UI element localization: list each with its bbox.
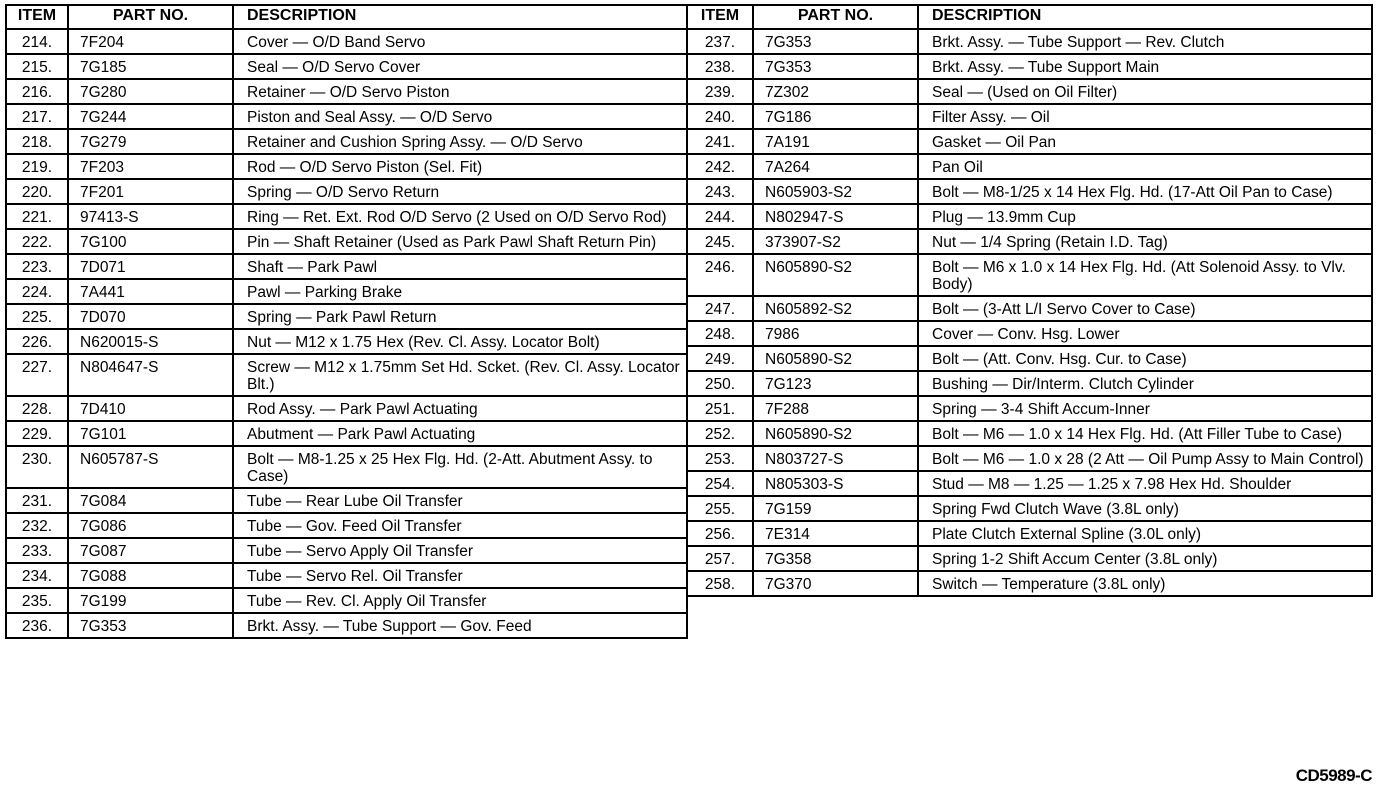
item-number: 229. — [6, 421, 68, 446]
part-description: Plate Clutch External Spline (3.0L only) — [918, 521, 1372, 546]
part-description: Cover — O/D Band Servo — [233, 29, 687, 54]
part-number: N605890-S2 — [753, 254, 918, 296]
header-row — [687, 5, 1372, 29]
part-number: 7G280 — [68, 79, 233, 104]
part-description: Bolt — M6 — 1.0 x 14 Hex Flg. Hd. (Att Filler Tube to Case) — [918, 421, 1372, 446]
table-row — [687, 421, 1372, 446]
part-description: Bolt — M6 x 1.0 x 14 Hex Flg. Hd. (Att Solenoid Assy. to Vlv. Body) — [918, 254, 1372, 296]
item-number: 251. — [687, 396, 753, 421]
part-description: Spring 1-2 Shift Accum Center (3.8L only) — [918, 546, 1372, 571]
part-number: 7986 — [753, 321, 918, 346]
part-description: Bushing — Dir/Interm. Clutch Cylinder — [918, 371, 1372, 396]
item-number: 254. — [687, 471, 753, 496]
part-number: N605903-S2 — [753, 179, 918, 204]
part-description: Pan Oil — [918, 154, 1372, 179]
col-header-part-no: PART NO. — [68, 5, 233, 29]
part-description: Spring Fwd Clutch Wave (3.8L only) — [918, 496, 1372, 521]
item-number: 246. — [687, 254, 753, 296]
part-number: N803727-S — [753, 446, 918, 471]
table-row — [6, 563, 687, 588]
part-number: N620015-S — [68, 329, 233, 354]
part-number: 7G353 — [753, 54, 918, 79]
table-row — [687, 396, 1372, 421]
table-row — [6, 29, 687, 54]
right-table-body — [687, 29, 1372, 596]
item-number: 249. — [687, 346, 753, 371]
part-number: 7E314 — [753, 521, 918, 546]
part-description: Brkt. Assy. — Tube Support — Gov. Feed — [233, 613, 687, 638]
table-row — [6, 179, 687, 204]
item-number: 239. — [687, 79, 753, 104]
item-number: 228. — [6, 396, 68, 421]
item-number: 238. — [687, 54, 753, 79]
part-number: 7G159 — [753, 496, 918, 521]
part-number: 7G358 — [753, 546, 918, 571]
item-number: 222. — [6, 229, 68, 254]
table-row — [6, 588, 687, 613]
part-description: Tube — Servo Rel. Oil Transfer — [233, 563, 687, 588]
part-description: Nut — M12 x 1.75 Hex (Rev. Cl. Assy. Locator Bolt) — [233, 329, 687, 354]
part-number: N605890-S2 — [753, 421, 918, 446]
part-description: Ring — Ret. Ext. Rod O/D Servo (2 Used on O/D Servo Rod) — [233, 204, 687, 229]
table-row — [6, 488, 687, 513]
part-description: Brkt. Assy. — Tube Support — Rev. Clutch — [918, 29, 1372, 54]
part-number: 7G086 — [68, 513, 233, 538]
part-number: N605787-S — [68, 446, 233, 488]
part-number: 7G199 — [68, 588, 233, 613]
item-number: 219. — [6, 154, 68, 179]
table-row — [6, 513, 687, 538]
item-number: 227. — [6, 354, 68, 396]
part-description: Abutment — Park Pawl Actuating — [233, 421, 687, 446]
part-number: 7G100 — [68, 229, 233, 254]
part-description: Rod Assy. — Park Pawl Actuating — [233, 396, 687, 421]
part-number: 7A441 — [68, 279, 233, 304]
part-description: Tube — Gov. Feed Oil Transfer — [233, 513, 687, 538]
table-row — [6, 329, 687, 354]
part-number: 7G353 — [753, 29, 918, 54]
part-number: 7G244 — [68, 104, 233, 129]
item-number: 225. — [6, 304, 68, 329]
part-description: Pawl — Parking Brake — [233, 279, 687, 304]
item-number: 223. — [6, 254, 68, 279]
item-number: 242. — [687, 154, 753, 179]
item-number: 230. — [6, 446, 68, 488]
part-description: Bolt — M8-1/25 x 14 Hex Flg. Hd. (17-Att Oil Pan to Case) — [918, 179, 1372, 204]
part-description: Bolt — M6 — 1.0 x 28 (2 Att — Oil Pump Assy to Main Control) — [918, 446, 1372, 471]
part-description: Switch — Temperature (3.8L only) — [918, 571, 1372, 596]
item-number: 216. — [6, 79, 68, 104]
item-number: 236. — [6, 613, 68, 638]
item-number: 220. — [6, 179, 68, 204]
part-description: Seal — O/D Servo Cover — [233, 54, 687, 79]
item-number: 221. — [6, 204, 68, 229]
part-number: 7A191 — [753, 129, 918, 154]
part-number: 7D410 — [68, 396, 233, 421]
part-number: 7G084 — [68, 488, 233, 513]
table-row — [6, 279, 687, 304]
part-description: Screw — M12 x 1.75mm Set Hd. Scket. (Rev. Cl. Assy. Locator Blt.) — [233, 354, 687, 396]
item-number: 250. — [687, 371, 753, 396]
part-description: Brkt. Assy. — Tube Support Main — [918, 54, 1372, 79]
item-number: 217. — [6, 104, 68, 129]
item-number: 241. — [687, 129, 753, 154]
table-row — [6, 204, 687, 229]
table-row — [687, 154, 1372, 179]
table-row — [687, 521, 1372, 546]
table-row — [687, 371, 1372, 396]
table-row — [687, 496, 1372, 521]
part-description: Tube — Servo Apply Oil Transfer — [233, 538, 687, 563]
col-header-description: DESCRIPTION — [233, 5, 687, 29]
part-description: Bolt — M8-1.25 x 25 Hex Flg. Hd. (2-Att. Abutment Assy. to Case) — [233, 446, 687, 488]
part-number: N802947-S — [753, 204, 918, 229]
part-description: Seal — (Used on Oil Filter) — [918, 79, 1372, 104]
table-row — [6, 54, 687, 79]
part-description: Bolt — (Att. Conv. Hsg. Cur. to Case) — [918, 346, 1372, 371]
part-number: 7G353 — [68, 613, 233, 638]
table-row — [687, 471, 1372, 496]
table-row — [687, 254, 1372, 296]
table-row — [687, 346, 1372, 371]
part-description: Spring — 3-4 Shift Accum-Inner — [918, 396, 1372, 421]
table-row — [6, 229, 687, 254]
part-number: 7F288 — [753, 396, 918, 421]
table-row — [687, 546, 1372, 571]
item-number: 231. — [6, 488, 68, 513]
part-number: 7F201 — [68, 179, 233, 204]
part-number: 7G185 — [68, 54, 233, 79]
part-number: N605890-S2 — [753, 346, 918, 371]
part-description: Tube — Rev. Cl. Apply Oil Transfer — [233, 588, 687, 613]
item-number: 226. — [6, 329, 68, 354]
part-number: 7Z302 — [753, 79, 918, 104]
part-number: 7D070 — [68, 304, 233, 329]
part-number: 7G370 — [753, 571, 918, 596]
item-number: 253. — [687, 446, 753, 471]
col-header-part-no: PART NO. — [753, 5, 918, 29]
parts-table-right — [686, 4, 1373, 597]
item-number: 245. — [687, 229, 753, 254]
table-row — [6, 396, 687, 421]
item-number: 215. — [6, 54, 68, 79]
part-number: 7D071 — [68, 254, 233, 279]
table-row — [6, 538, 687, 563]
part-description: Spring — Park Pawl Return — [233, 304, 687, 329]
table-row — [687, 129, 1372, 154]
item-number: 233. — [6, 538, 68, 563]
part-number: 7F203 — [68, 154, 233, 179]
item-number: 248. — [687, 321, 753, 346]
part-description: Gasket — Oil Pan — [918, 129, 1372, 154]
part-description: Nut — 1/4 Spring (Retain I.D. Tag) — [918, 229, 1372, 254]
part-description: Tube — Rear Lube Oil Transfer — [233, 488, 687, 513]
part-description: Pin — Shaft Retainer (Used as Park Pawl Shaft Return Pin) — [233, 229, 687, 254]
table-row — [6, 613, 687, 638]
col-header-description: DESCRIPTION — [918, 5, 1372, 29]
part-description: Shaft — Park Pawl — [233, 254, 687, 279]
parts-table-left — [5, 4, 688, 639]
part-number: 7G279 — [68, 129, 233, 154]
table-row — [687, 204, 1372, 229]
item-number: 243. — [687, 179, 753, 204]
table-row — [6, 304, 687, 329]
table-row — [6, 354, 687, 396]
part-number: 7A264 — [753, 154, 918, 179]
table-row — [6, 446, 687, 488]
item-number: 256. — [687, 521, 753, 546]
col-header-item: ITEM — [687, 5, 753, 29]
item-number: 252. — [687, 421, 753, 446]
part-description: Cover — Conv. Hsg. Lower — [918, 321, 1372, 346]
table-row — [6, 254, 687, 279]
part-number: 7G186 — [753, 104, 918, 129]
part-description: Piston and Seal Assy. — O/D Servo — [233, 104, 687, 129]
figure-code: CD5989-C — [1295, 766, 1372, 785]
item-number: 235. — [6, 588, 68, 613]
table-row — [687, 571, 1372, 596]
part-number: 7F204 — [68, 29, 233, 54]
part-description: Stud — M8 — 1.25 — 1.25 x 7.98 Hex Hd. Shoulder — [918, 471, 1372, 496]
table-row — [687, 296, 1372, 321]
item-number: 244. — [687, 204, 753, 229]
part-description: Filter Assy. — Oil — [918, 104, 1372, 129]
part-description: Rod — O/D Servo Piston (Sel. Fit) — [233, 154, 687, 179]
part-description: Spring — O/D Servo Return — [233, 179, 687, 204]
table-row — [687, 179, 1372, 204]
part-number: 373907-S2 — [753, 229, 918, 254]
header-row — [6, 5, 687, 29]
table-row — [687, 79, 1372, 104]
item-number: 255. — [687, 496, 753, 521]
table-row — [6, 104, 687, 129]
part-description: Retainer and Cushion Spring Assy. — O/D Servo — [233, 129, 687, 154]
item-number: 224. — [6, 279, 68, 304]
item-number: 257. — [687, 546, 753, 571]
item-number: 232. — [6, 513, 68, 538]
part-number: 97413-S — [68, 204, 233, 229]
part-number: 7G123 — [753, 371, 918, 396]
item-number: 218. — [6, 129, 68, 154]
part-description: Plug — 13.9mm Cup — [918, 204, 1372, 229]
item-number: 214. — [6, 29, 68, 54]
part-description: Retainer — O/D Servo Piston — [233, 79, 687, 104]
table-row — [687, 229, 1372, 254]
table-row — [6, 129, 687, 154]
part-number: N605892-S2 — [753, 296, 918, 321]
table-row — [687, 54, 1372, 79]
item-number: 237. — [687, 29, 753, 54]
part-description: Bolt — (3-Att L/I Servo Cover to Case) — [918, 296, 1372, 321]
part-number: 7G087 — [68, 538, 233, 563]
col-header-item: ITEM — [6, 5, 68, 29]
item-number: 258. — [687, 571, 753, 596]
part-number: 7G101 — [68, 421, 233, 446]
table-row — [6, 79, 687, 104]
table-row — [687, 104, 1372, 129]
table-row — [6, 154, 687, 179]
table-row — [687, 446, 1372, 471]
part-number: N804647-S — [68, 354, 233, 396]
table-row — [6, 421, 687, 446]
part-number: N805303-S — [753, 471, 918, 496]
part-number: 7G088 — [68, 563, 233, 588]
item-number: 234. — [6, 563, 68, 588]
table-row — [687, 321, 1372, 346]
left-table-body — [6, 29, 687, 638]
table-row — [687, 29, 1372, 54]
item-number: 247. — [687, 296, 753, 321]
item-number: 240. — [687, 104, 753, 129]
